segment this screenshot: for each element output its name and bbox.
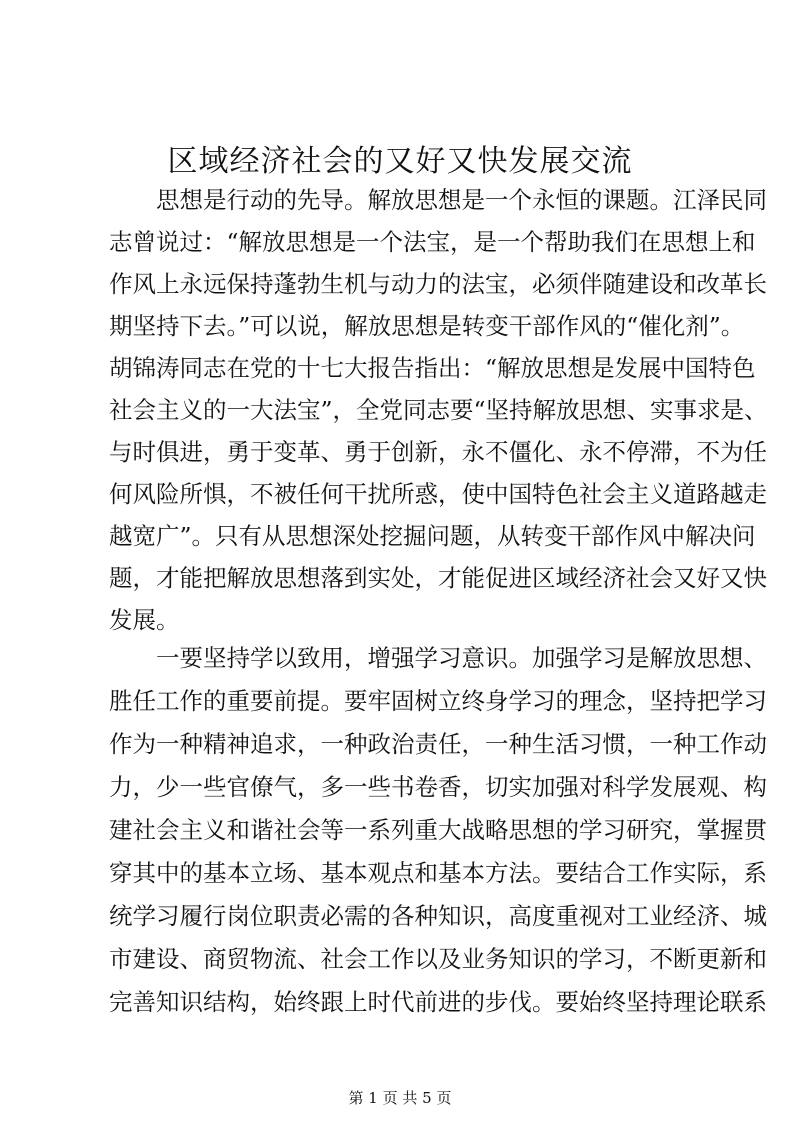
document-title: 区域经济社会的又好又快发展交流 [167,144,633,179]
body-line-16: 建社会主义和谐社会等一系列重大战略思想的学习研究，掌握贯 [109,816,767,844]
body-line-15: 力，少一些官僚气，多一些书卷香，切实加强对科学发展观、构 [109,773,767,801]
body-line-12: 一要坚持学以致用，增强学习意识。加强学习是解放思想、 [109,644,767,672]
body-line-2: 志曾说过：“解放思想是一个法宝，是一个帮助我们在思想上和 [109,228,756,256]
body-line-7: 与时俱进，勇于变革、勇于创新，永不僵化、永不停滞，不为任 [109,438,767,466]
body-line-17: 穿其中的基本立场、基本观点和基本方法。要结合工作实际，系 [109,859,767,887]
body-line-20: 完善知识结构，始终跟上时代前进的步伐。要始终坚持理论联系 [109,988,767,1016]
body-line-14: 作为一种精神追求，一种政治责任，一种生活习惯，一种工作动 [109,730,767,758]
body-line-11: 发展。 [109,606,180,634]
body-line-18: 统学习履行岗位职责必需的各种知识，高度重视对工业经济、城 [109,902,767,930]
body-line-13: 胜任工作的重要前提。要牢固树立终身学习的理念，坚持把学习 [109,687,767,715]
body-line-4: 期坚持下去。”可以说，解放思想是转变干部作风的“催化剂”。 [109,312,745,340]
body-line-1: 思想是行动的先导。解放思想是一个永恒的课题。江泽民同 [109,186,767,214]
body-line-5: 胡锦涛同志在党的十七大报告指出：“解放思想是发展中国特色 [109,354,756,382]
page-footer: 第 1 页 共 5 页 [348,1089,452,1107]
body-line-19: 市建设、商贸物流、社会工作以及业务知识的学习，不断更新和 [109,945,767,973]
body-line-6: 社会主义的一大法宝”，全党同志要“坚持解放思想、实事求是、 [109,396,768,424]
body-line-8: 何风险所惧，不被任何干扰所惑，使中国特色社会主义道路越走 [109,480,767,508]
body-line-3: 作风上永远保持蓬勃生机与动力的法宝，必须伴随建设和改革长 [109,270,767,298]
body-line-10: 题，才能把解放思想落到实处，才能促进区域经济社会又好又快 [109,564,767,592]
body-line-9: 越宽广”。只有从思想深处挖掘问题，从转变干部作风中解决问 [109,522,756,550]
